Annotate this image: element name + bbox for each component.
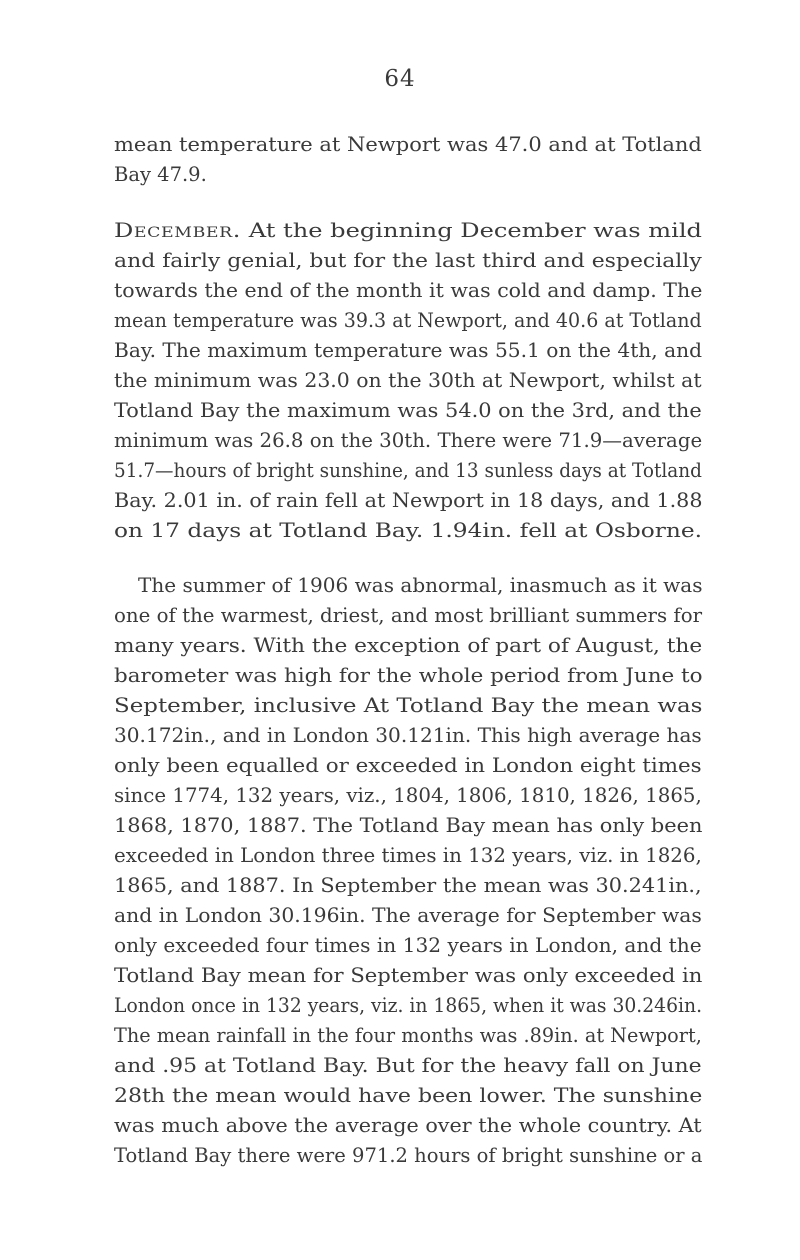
text-span: At the beginning December was mild <box>241 219 702 242</box>
text-line: towards the end of the month it was cold and damp. The <box>114 279 703 302</box>
text-line: Totland Bay the maximum was 54.0 on the 3rd, and the <box>114 399 702 422</box>
text-line: 1865, and 1887. In September the mean was 30.241in., <box>114 874 702 897</box>
text-line: barometer was high for the whole period from June to <box>114 664 703 687</box>
text-line: London once in 132 years, viz. in 1865, when it was 30.246in. <box>114 994 703 1017</box>
text-line: mean temperature was 39.3 at Newport, and 40.6 at Totland <box>114 309 702 332</box>
text-line: the minimum was 23.0 on the 30th at Newport, whilst at <box>114 369 702 392</box>
text-line <box>114 216 702 246</box>
text-line: Totland Bay mean for September was only exceeded in <box>114 964 703 987</box>
text-line: and .95 at Totland Bay. But for the heavy fall on June <box>114 1054 702 1077</box>
text-line: many years. With the exception of part of August, the <box>114 634 703 657</box>
text-line: minimum was 26.8 on the 30th. There were 71.9—average <box>114 429 703 452</box>
text-line: 51.7—hours of bright sunshine, and 13 sunless days at Totland <box>114 459 702 482</box>
text-line: September, inclusive At Totland Bay the mean was <box>114 694 703 717</box>
text-line: Bay. The maximum temperature was 55.1 on the 4th, and <box>114 339 703 362</box>
text-line: 28th the mean would have been lower. The sunshine <box>114 1084 703 1107</box>
text-line: and fairly genial, but for the last third and especially <box>114 249 702 272</box>
text-line: and in London 30.196in. The average for September was <box>114 904 702 927</box>
text-line: only been equalled or exceeded in London eight times <box>114 754 702 777</box>
text-line: was much above the average over the whole country. At <box>114 1114 702 1137</box>
text-line: Bay 47.9. <box>114 163 207 186</box>
text-line: Totland Bay there were 971.2 hours of bright sunshine or a <box>114 1144 703 1167</box>
text-line: one of the warmest, driest, and most brilliant summers for <box>114 604 703 627</box>
text-line: The mean rainfall in the four months was .89in. at Newport, <box>114 1024 702 1047</box>
text-line: Bay. 2.01 in. of rain fell at Newport in 18 days, and 1.88 <box>114 489 703 512</box>
text-line: The summer of 1906 was abnormal, inasmuch as it was <box>138 574 703 597</box>
text-line: 30.172in., and in London 30.121in. This high average has <box>114 724 702 747</box>
text-line: exceeded in London three times in 132 years, viz. in 1826, <box>114 844 702 867</box>
text-line: on 17 days at Totland Bay. 1.94in. fell at Osborne. <box>114 519 702 542</box>
text-line: only exceeded four times in 132 years in London, and the <box>114 934 702 957</box>
page-number: 64 <box>384 66 416 92</box>
text-line: 1868, 1870, 1887. The Totland Bay mean has only been <box>114 814 703 837</box>
section-heading-december: December. <box>114 219 242 242</box>
text-line: since 1774, 132 years, viz., 1804, 1806, 1810, 1826, 1865, <box>114 784 702 807</box>
text-line: mean temperature at Newport was 47.0 and at Totland <box>114 133 702 156</box>
